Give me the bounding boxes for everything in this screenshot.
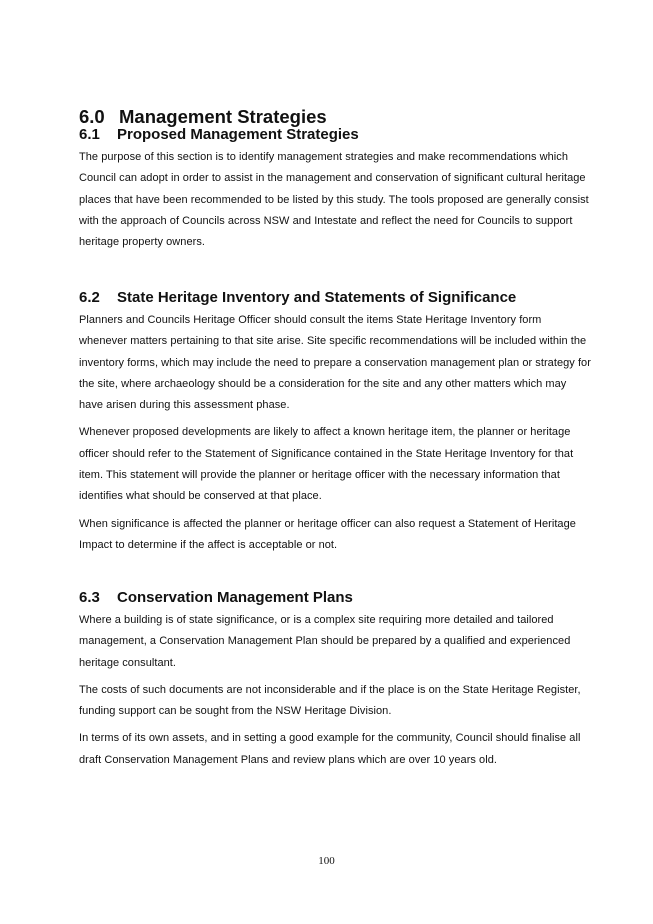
section-heading-6-2 [79, 289, 516, 306]
section-title: State Heritage Inventory and Statements of Significance [117, 289, 517, 306]
section-body-6-1 [79, 147, 591, 259]
paragraph: Planners and Councils Heritage Officer should consult the items State Heritage Inventory form whenever matters pertaining to that site arise. Site specific recommendations will be included within the inventory forms, which may include the need to prepare a conservation management plan or strategy for the site, where archaeology should be a consideration for the site and any other matters which may have arisen during this assessment phase. [79, 314, 591, 412]
section-number: 6.1 [79, 126, 100, 143]
chapter-number: 6.0 [79, 106, 105, 127]
paragraph: In terms of its own assets, and in setting a good example for the community, Council should finalise all draft Conservation Management Plans and review plans which are over 10 years old. [79, 732, 581, 766]
section-body-6-2 [79, 310, 591, 562]
section-title: Conservation Management Plans [117, 589, 353, 606]
section-number: 6.3 [79, 589, 100, 606]
paragraph: The purpose of this section is to identify management strategies and make recommendations which Council can adopt in order to assist in the management and conservation of significant cultural heritage places that have been recommended to be listed by this study. The tools proposed are generally consist with the approach of Councils across NSW and Intestate and reflect the need for Councils to support heritage property owners. [79, 151, 589, 249]
paragraph: Whenever proposed developments are likely to affect a known heritage item, the planner or heritage officer should refer to the Statement of Significance contained in the State Heritage Inventory for that item. This statement will provide the planner or heritage officer with the necessary information that identifies what should be conserved at that place. [79, 426, 574, 503]
chapter-heading [79, 106, 327, 128]
section-body-6-3 [79, 610, 591, 777]
section-number: 6.2 [79, 289, 100, 306]
paragraph: Where a building is of state significance, or is a complex site requiring more detailed and tailored management, a Conservation Management Plan should be prepared by a qualified and experienced heritage consultant. [79, 614, 571, 669]
paragraph: When significance is affected the planner or heritage officer can also request a Statement of Heritage Impact to determine if the affect is acceptable or not. [79, 517, 576, 551]
section-heading-6-1 [79, 126, 359, 143]
section-title: Proposed Management Strategies [117, 126, 359, 143]
chapter-title: Management Strategies [119, 106, 327, 127]
page-number: 100 [318, 855, 335, 867]
section-heading-6-3 [79, 589, 353, 606]
paragraph: The costs of such documents are not inconsiderable and if the place is on the State Heritage Register, funding support can be sought from the NSW Heritage Division. [79, 683, 581, 718]
